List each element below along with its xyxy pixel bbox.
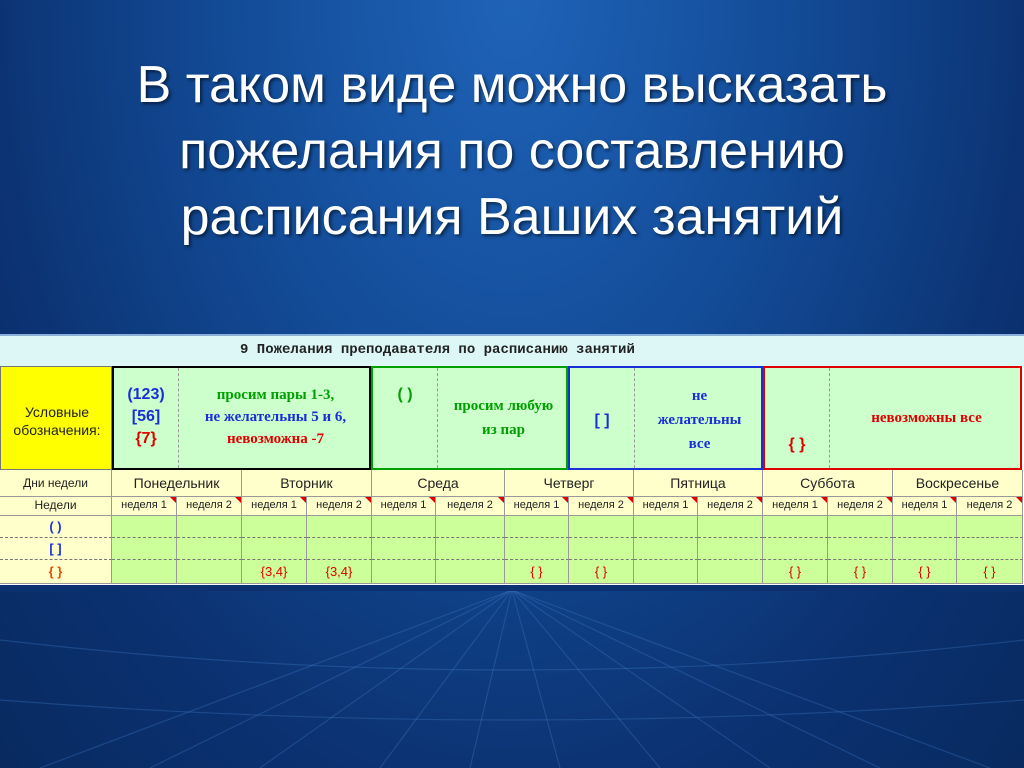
spreadsheet-table (0, 334, 1024, 587)
title-line-1: В таком виде можно высказать (136, 56, 888, 114)
legend-label-line-2: обозначения: (13, 422, 101, 438)
table-cell[interactable] (436, 538, 505, 560)
day-friday: Пятница (634, 470, 763, 497)
table-cell[interactable] (634, 560, 698, 584)
week-cell: неделя 1 (763, 497, 828, 516)
table-cell[interactable] (569, 516, 634, 538)
week-cell: неделя 2 (957, 497, 1023, 516)
week-cell: неделя 2 (828, 497, 893, 516)
braces-row (0, 560, 1024, 584)
table-cell[interactable]: { } (569, 560, 634, 584)
week-cell: неделя 1 (634, 497, 698, 516)
legend-symbol-empty-brackets: [ ] (594, 412, 610, 429)
legend-label-cell (0, 366, 112, 470)
legend-label-line-1: Условные (24, 404, 90, 420)
table-cell[interactable]: { } (893, 560, 957, 584)
table-cell[interactable] (307, 538, 372, 560)
table-cell[interactable] (957, 538, 1023, 560)
table-cell[interactable] (893, 516, 957, 538)
title-line-2: пожелания по составлению (179, 122, 845, 180)
days-row (0, 470, 1024, 497)
table-cell[interactable] (763, 538, 828, 560)
table-cell[interactable] (372, 538, 436, 560)
legend-text-line-2: не желательны 5 и 6, (204, 409, 347, 425)
day-sunday: Воскресенье (893, 470, 1023, 497)
legend-box-impossible (763, 366, 1022, 470)
table-cell[interactable]: { } (828, 560, 893, 584)
table-cell[interactable] (112, 560, 177, 584)
table-cell[interactable] (436, 560, 505, 584)
table-cell[interactable] (505, 516, 569, 538)
table-cell[interactable] (372, 516, 436, 538)
table-cell[interactable]: {3,4} (242, 560, 307, 584)
week-cell: неделя 1 (505, 497, 569, 516)
table-cell[interactable] (763, 516, 828, 538)
table-cell[interactable] (372, 560, 436, 584)
table-cell[interactable] (436, 516, 505, 538)
legend-symbol-empty-parens: ( ) (397, 386, 413, 403)
table-cell[interactable] (242, 516, 307, 538)
days-label: Дни недели (0, 470, 112, 497)
week-cell: неделя 1 (893, 497, 957, 516)
legend-text-line-3: невозможна -7 (226, 431, 325, 447)
legend-text-line-1: просим пары 1-3, (216, 387, 335, 403)
table-cell[interactable] (634, 516, 698, 538)
legend-symbol-parens: (123) (127, 386, 165, 403)
row-label-brackets: [ ] (0, 538, 112, 560)
weeks-row (0, 497, 1024, 516)
table-cell[interactable] (112, 538, 177, 560)
legend-symbol-empty-braces: { } (788, 436, 806, 453)
table-cell[interactable] (177, 560, 242, 584)
legend-box-parens (112, 366, 371, 470)
week-cell: неделя 1 (242, 497, 307, 516)
week-cell: неделя 2 (436, 497, 505, 516)
table-cell[interactable]: {3,4} (307, 560, 372, 584)
row-label-braces: { } (0, 560, 112, 584)
table-cell[interactable] (112, 516, 177, 538)
table-cell[interactable]: { } (763, 560, 828, 584)
week-cell: неделя 2 (307, 497, 372, 516)
legend-undesired-line-3: все (688, 436, 711, 452)
week-cell: неделя 1 (372, 497, 436, 516)
table-cell[interactable] (307, 516, 372, 538)
legend-impossible-text: невозможны все (871, 410, 982, 426)
week-cell: неделя 2 (569, 497, 634, 516)
table-cell[interactable] (177, 516, 242, 538)
legend-box-any-pair (371, 366, 568, 470)
week-cell: неделя 1 (112, 497, 177, 516)
legend-any-pair-line-1: просим любую (453, 398, 554, 414)
legend-undesired-line-1: не (691, 388, 708, 404)
row-label-parens: ( ) (0, 516, 112, 538)
table-cell[interactable]: { } (505, 560, 569, 584)
slide-title (0, 52, 1024, 250)
table-cell[interactable] (177, 538, 242, 560)
table-cell[interactable] (893, 538, 957, 560)
day-tuesday: Вторник (242, 470, 372, 497)
week-cell: неделя 2 (177, 497, 242, 516)
legend-any-pair-line-2: из пар (482, 422, 525, 438)
table-cell[interactable] (242, 538, 307, 560)
legend-box-undesired (568, 366, 763, 470)
table-cell[interactable] (957, 516, 1023, 538)
sheet-heading: 9 Пожелания преподавателя по расписанию занятий (240, 342, 635, 358)
table-cell[interactable] (828, 538, 893, 560)
weeks-label: Недели (0, 497, 112, 516)
title-line-3: расписания Ваших занятий (180, 188, 844, 246)
day-monday: Понедельник (112, 470, 242, 497)
brackets-row (0, 538, 1024, 560)
legend-symbol-brackets: [56] (131, 408, 161, 425)
sheet-heading-row (0, 336, 1024, 366)
day-saturday: Суббота (763, 470, 893, 497)
table-cell[interactable] (828, 516, 893, 538)
legend-undesired-line-2: желательны (657, 412, 742, 428)
day-wednesday: Среда (372, 470, 505, 497)
table-cell[interactable] (505, 538, 569, 560)
week-cell: неделя 2 (698, 497, 763, 516)
table-cell[interactable] (698, 538, 763, 560)
sheet-bottom-shadow (0, 585, 1024, 591)
table-cell[interactable] (698, 516, 763, 538)
table-cell[interactable] (634, 538, 698, 560)
table-cell[interactable]: { } (957, 560, 1023, 584)
day-thursday: Четверг (505, 470, 634, 497)
table-cell[interactable] (569, 538, 634, 560)
table-cell[interactable] (698, 560, 763, 584)
parens-row (0, 516, 1024, 538)
legend-symbol-braces: {7} (135, 430, 157, 447)
